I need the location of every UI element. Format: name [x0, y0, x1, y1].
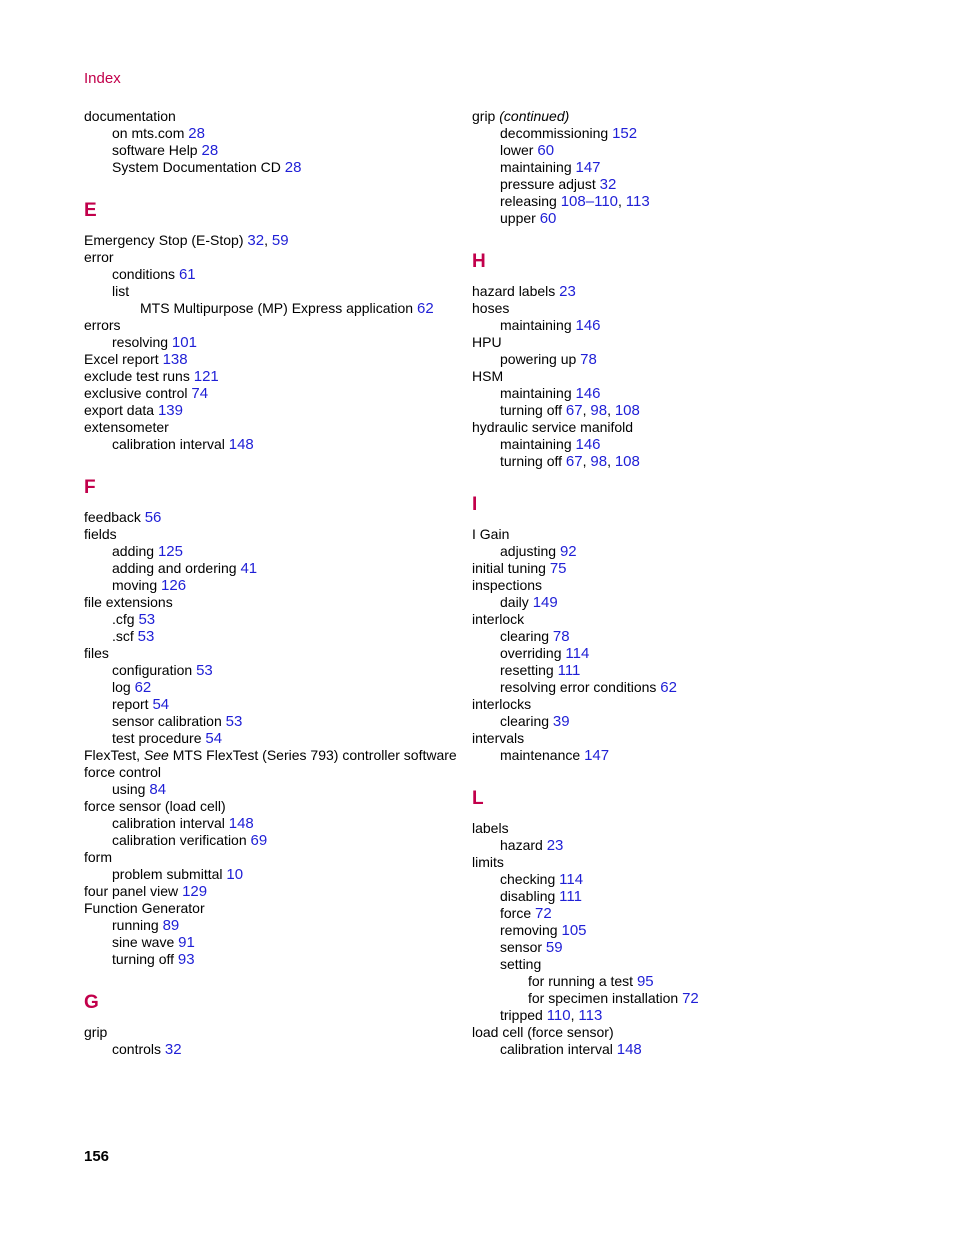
index-term: grip	[84, 1024, 108, 1040]
index-entry	[84, 1041, 464, 1058]
index-entry	[472, 956, 852, 973]
page-link[interactable]: 78	[552, 628, 570, 645]
see-reference: See	[143, 747, 169, 763]
index-entry	[472, 385, 852, 402]
page-link[interactable]: 125	[157, 543, 183, 560]
index-term: hoses	[472, 300, 510, 316]
page-link[interactable]: 67	[565, 402, 583, 419]
index-entry	[84, 368, 464, 385]
index-entry	[472, 436, 852, 453]
page-link[interactable]: 53	[137, 628, 155, 645]
page-link[interactable]: 28	[284, 159, 302, 176]
index-entry	[84, 696, 464, 713]
index-term: intervals	[472, 730, 525, 746]
index-entry	[472, 820, 852, 837]
page-link[interactable]: 60	[537, 142, 555, 159]
page-link[interactable]: 75	[549, 560, 567, 577]
index-term: I Gain	[472, 526, 510, 542]
index-entry	[84, 917, 464, 934]
index-entry	[84, 509, 464, 526]
page-link[interactable]: 121	[193, 368, 219, 385]
page-link[interactable]: 110	[546, 1007, 571, 1024]
index-entry	[472, 351, 852, 368]
page-link[interactable]: 148	[228, 436, 254, 453]
index-entry	[84, 747, 464, 764]
index-term: maintaining	[500, 317, 572, 333]
index-letter-heading: L	[472, 788, 484, 809]
index-entry	[84, 560, 464, 577]
index-term: errors	[84, 317, 121, 333]
index-column-right	[472, 108, 852, 1058]
page-link[interactable]: 113	[578, 1007, 603, 1024]
index-entry	[472, 577, 852, 594]
page-link[interactable]: 53	[138, 611, 156, 628]
index-entry	[472, 713, 852, 730]
index-term: report	[112, 696, 149, 712]
index-term: software Help	[112, 142, 198, 158]
page-link[interactable]: 62	[660, 679, 677, 696]
page-link[interactable]: 147	[584, 747, 610, 764]
page-link[interactable]: 108	[614, 402, 640, 419]
index-entry	[472, 611, 852, 628]
page-link[interactable]: 54	[152, 696, 170, 713]
index-term: .cfg	[112, 611, 135, 627]
index-term: exclusive control	[84, 385, 188, 401]
index-entry	[472, 300, 852, 317]
index-entry	[84, 645, 464, 662]
index-entry	[472, 645, 852, 662]
index-term: file extensions	[84, 594, 173, 610]
index-entry	[84, 317, 464, 334]
index-term: hazard labels	[472, 283, 556, 299]
index-entry	[472, 142, 852, 159]
page-link[interactable]: 91	[178, 934, 195, 951]
page-link[interactable]: 138	[162, 351, 188, 368]
index-term: resetting	[500, 662, 554, 678]
index-term: force	[500, 905, 532, 921]
index-entry	[472, 973, 852, 990]
page-link[interactable]: 41	[240, 560, 258, 577]
index-term: load cell (force sensor)	[472, 1024, 614, 1040]
page-link[interactable]: 62	[134, 679, 152, 696]
page-link[interactable]: 111	[559, 888, 582, 905]
index-entry	[472, 317, 852, 334]
index-column-left	[84, 108, 464, 1058]
index-term: MTS Multipurpose (MP) Express application	[140, 300, 414, 316]
page-link[interactable]: 92	[559, 543, 577, 560]
page-link[interactable]: 105	[561, 922, 587, 939]
index-term: adjusting	[500, 543, 557, 559]
index-term: maintaining	[500, 159, 572, 175]
index-entry	[84, 283, 464, 300]
index-letter-heading: G	[84, 992, 99, 1013]
index-term: maintaining	[500, 385, 572, 401]
index-term: error	[84, 249, 114, 265]
page-link[interactable]: 59	[271, 232, 289, 249]
index-entry	[84, 436, 464, 453]
index-entry	[472, 108, 852, 125]
index-entry	[84, 108, 464, 125]
index-term: clearing	[500, 628, 550, 644]
index-entry	[84, 594, 464, 611]
index-term: disabling	[500, 888, 556, 904]
index-letter-heading: F	[84, 477, 96, 498]
index-term: adding	[112, 543, 155, 559]
index-term: interlocks	[472, 696, 532, 712]
index-entry: turning off 67, 98, 108	[500, 402, 640, 419]
page-link[interactable]: 78	[580, 351, 597, 368]
index-entry	[84, 249, 464, 266]
page-link[interactable]: 148	[228, 815, 254, 832]
index-term: sensor	[500, 939, 543, 955]
index-term: tripped	[500, 1007, 543, 1023]
index-letter-heading: I	[472, 494, 478, 515]
page-link[interactable]: 56	[144, 509, 162, 526]
index-entry	[84, 334, 464, 351]
index-entry	[84, 662, 464, 679]
index-term: force sensor (load cell)	[84, 798, 226, 814]
see-target: MTS FlexTest (Series 793) controller software	[168, 747, 457, 763]
page-link[interactable]: 146	[575, 436, 601, 453]
index-entry	[472, 905, 852, 922]
index-entry	[84, 883, 464, 900]
index-term: clearing	[500, 713, 550, 729]
index-entry	[84, 730, 464, 747]
index-term: decommissioning	[500, 125, 609, 141]
page-link[interactable]: 67	[565, 453, 583, 470]
index-entry	[472, 628, 852, 645]
index-entry	[472, 283, 852, 300]
index-term: documentation	[84, 108, 176, 124]
page-link[interactable]: 10	[226, 866, 244, 883]
index-entry	[472, 730, 852, 747]
index-term: using	[112, 781, 146, 797]
index-term: turning off	[500, 453, 563, 469]
page-link[interactable]: 28	[201, 142, 219, 159]
index-entry	[84, 419, 464, 436]
index-term: hazard	[500, 837, 543, 853]
index-term: Emergency Stop (E-Stop)	[84, 232, 244, 248]
index-entry	[84, 628, 464, 645]
index-entry	[84, 577, 464, 594]
index-entry	[472, 594, 852, 611]
index-term: log	[112, 679, 131, 695]
index-entry	[84, 159, 464, 176]
page-link[interactable]: 126	[161, 577, 187, 594]
index-entry	[472, 419, 852, 436]
index-term: hydraulic service manifold	[472, 419, 634, 435]
page-link[interactable]: 114	[559, 871, 584, 888]
page-link[interactable]: 93	[177, 951, 195, 968]
index-entry	[472, 368, 852, 385]
index-entry	[84, 543, 464, 560]
page-link[interactable]: 108	[614, 453, 640, 470]
index-entry	[84, 300, 464, 317]
index-entry: releasing 108–110, 113	[500, 193, 650, 210]
page-link[interactable]: 72	[682, 990, 699, 1007]
page-link[interactable]: 113	[625, 193, 650, 210]
index-entry	[472, 1041, 852, 1058]
index-term: turning off	[500, 402, 563, 418]
index-term: calibration verification	[112, 832, 247, 848]
index-entry	[84, 815, 464, 832]
page-link[interactable]: 139	[157, 402, 183, 419]
index-entry	[472, 939, 852, 956]
index-term: four panel view	[84, 883, 179, 899]
index-entry: tripped 110, 113	[500, 1007, 603, 1024]
index-letter-heading: H	[472, 251, 486, 272]
index-term: form	[84, 849, 112, 865]
index-term: inspections	[472, 577, 543, 593]
page-link[interactable]: 60	[539, 210, 557, 227]
index-entry	[84, 385, 464, 402]
index-term: pressure adjust	[500, 176, 596, 192]
index-term: files	[84, 645, 109, 661]
index-entry	[472, 543, 852, 560]
index-entry	[84, 781, 464, 798]
index-entry	[84, 832, 464, 849]
index-entry: turning off 67, 98, 108	[500, 453, 640, 470]
index-term: force control	[84, 764, 162, 780]
page-link[interactable]: 149	[532, 594, 558, 611]
index-term: calibration interval	[500, 1041, 613, 1057]
index-term: labels	[472, 820, 509, 836]
index-entry	[472, 334, 852, 351]
index-term: grip	[472, 108, 496, 124]
index-entry	[472, 679, 852, 696]
index-entry	[84, 934, 464, 951]
page-link[interactable]: 84	[149, 781, 167, 798]
index-term: adding and ordering	[112, 560, 237, 576]
index-entry	[84, 1024, 464, 1041]
index-term: Excel report	[84, 351, 159, 367]
page-link[interactable]: 148	[616, 1041, 642, 1058]
index-entry	[84, 849, 464, 866]
page-link[interactable]: 61	[178, 266, 196, 283]
index-term: resolving error conditions	[500, 679, 657, 695]
index-term: running	[112, 917, 159, 933]
page-link[interactable]: 152	[612, 125, 638, 142]
page-link[interactable]: 98	[590, 453, 608, 470]
index-term: lower	[500, 142, 534, 158]
index-term: list	[112, 283, 130, 299]
index-term: on mts.com	[112, 125, 185, 141]
page-link[interactable]: 54	[205, 730, 223, 747]
index-entry	[84, 713, 464, 730]
index-entry	[472, 125, 852, 142]
index-entry	[472, 1024, 852, 1041]
index-entry	[84, 142, 464, 159]
page-link[interactable]: 28	[188, 125, 205, 142]
index-entry	[84, 402, 464, 419]
page-link[interactable]: 101	[171, 334, 197, 351]
index-entry	[84, 611, 464, 628]
index-term: test procedure	[112, 730, 202, 746]
index-entry	[84, 679, 464, 696]
index-term: turning off	[112, 951, 175, 967]
index-entry	[472, 159, 852, 176]
index-entry: Emergency Stop (E-Stop) 32, 59	[84, 232, 289, 249]
index-entry	[84, 866, 464, 883]
index-entry	[472, 990, 852, 1007]
index-term: .scf	[112, 628, 134, 644]
page-number: 156	[84, 1148, 110, 1165]
index-entry	[472, 837, 852, 854]
page-link[interactable]: 147	[575, 159, 601, 176]
page-link[interactable]: 72	[535, 905, 552, 922]
index-term: initial tuning	[472, 560, 546, 576]
index-entry	[472, 747, 852, 764]
page-link[interactable]: 32	[599, 176, 617, 193]
index-term: daily	[500, 594, 529, 610]
index-term: overriding	[500, 645, 562, 661]
index-entry	[472, 854, 852, 871]
page-link[interactable]: 32	[247, 232, 265, 249]
index-entry	[472, 922, 852, 939]
index-entry	[84, 526, 464, 543]
index-entry	[84, 125, 464, 142]
index-term: controls	[112, 1041, 162, 1057]
index-entry	[472, 560, 852, 577]
page-link[interactable]: 74	[191, 385, 209, 402]
index-entry	[472, 871, 852, 888]
index-entry	[84, 900, 464, 917]
page-link[interactable]: 62	[417, 300, 434, 317]
page-link[interactable]: 114	[565, 645, 590, 662]
page-link[interactable]: 98	[590, 402, 608, 419]
continued-note: (continued)	[499, 108, 570, 124]
index-term: fields	[84, 526, 117, 542]
index-entry	[84, 266, 464, 283]
index-term: problem submittal	[112, 866, 223, 882]
page-link[interactable]: 95	[636, 973, 654, 990]
index-term: powering up	[500, 351, 577, 367]
index-term: HPU	[472, 334, 502, 350]
index-letter-heading: E	[84, 200, 97, 221]
page-link[interactable]: 111	[557, 662, 581, 679]
index-term: feedback	[84, 509, 141, 525]
index-term: HSM	[472, 368, 504, 384]
page-link[interactable]: 146	[575, 317, 601, 334]
index-term: releasing	[500, 193, 557, 209]
index-term: interlock	[472, 611, 525, 627]
index-term: conditions	[112, 266, 176, 282]
index-term: sine wave	[112, 934, 175, 950]
page-link[interactable]: 23	[559, 283, 576, 300]
index-term: calibration interval	[112, 815, 225, 831]
index-term: configuration	[112, 662, 193, 678]
index-term: Function Generator	[84, 900, 205, 916]
page-link[interactable]: 59	[545, 939, 563, 956]
page-link[interactable]: 69	[250, 832, 268, 849]
index-entry	[472, 526, 852, 543]
index-entry	[472, 888, 852, 905]
index-term: moving	[112, 577, 158, 593]
page-link[interactable]: 32	[164, 1041, 182, 1058]
index-term: setting	[500, 956, 542, 972]
index-term: resolving	[112, 334, 169, 350]
index-term: removing	[500, 922, 558, 938]
index-term: FlexTest,	[84, 747, 141, 763]
index-entry	[472, 662, 852, 679]
page-link[interactable]: 39	[552, 713, 570, 730]
page-link[interactable]: 23	[546, 837, 564, 854]
index-term: maintaining	[500, 436, 572, 452]
index-term: maintenance	[500, 747, 581, 763]
page-link[interactable]: 146	[575, 385, 601, 402]
index-term: checking	[500, 871, 556, 887]
index-term: sensor calibration	[112, 713, 222, 729]
index-term: extensometer	[84, 419, 169, 435]
index-term: for running a test	[528, 973, 634, 989]
index-term: for specimen installation	[528, 990, 679, 1006]
index-term: calibration interval	[112, 436, 225, 452]
index-entry	[84, 951, 464, 968]
running-header: Index	[84, 70, 121, 87]
index-term: export data	[84, 402, 155, 418]
page-link[interactable]: 129	[182, 883, 208, 900]
index-term: System Documentation CD	[112, 159, 281, 175]
page-link[interactable]: 89	[162, 917, 180, 934]
index-entry	[84, 764, 464, 781]
index-term: upper	[500, 210, 536, 226]
page-link[interactable]: 53	[196, 662, 213, 679]
index-entry	[472, 176, 852, 193]
index-entry	[472, 696, 852, 713]
index-term: exclude test runs	[84, 368, 190, 384]
index-term: limits	[472, 854, 504, 870]
index-entry	[84, 351, 464, 368]
page-link[interactable]: 108–110	[560, 193, 619, 210]
index-entry	[84, 798, 464, 815]
index-entry	[472, 210, 852, 227]
page-link[interactable]: 53	[225, 713, 243, 730]
